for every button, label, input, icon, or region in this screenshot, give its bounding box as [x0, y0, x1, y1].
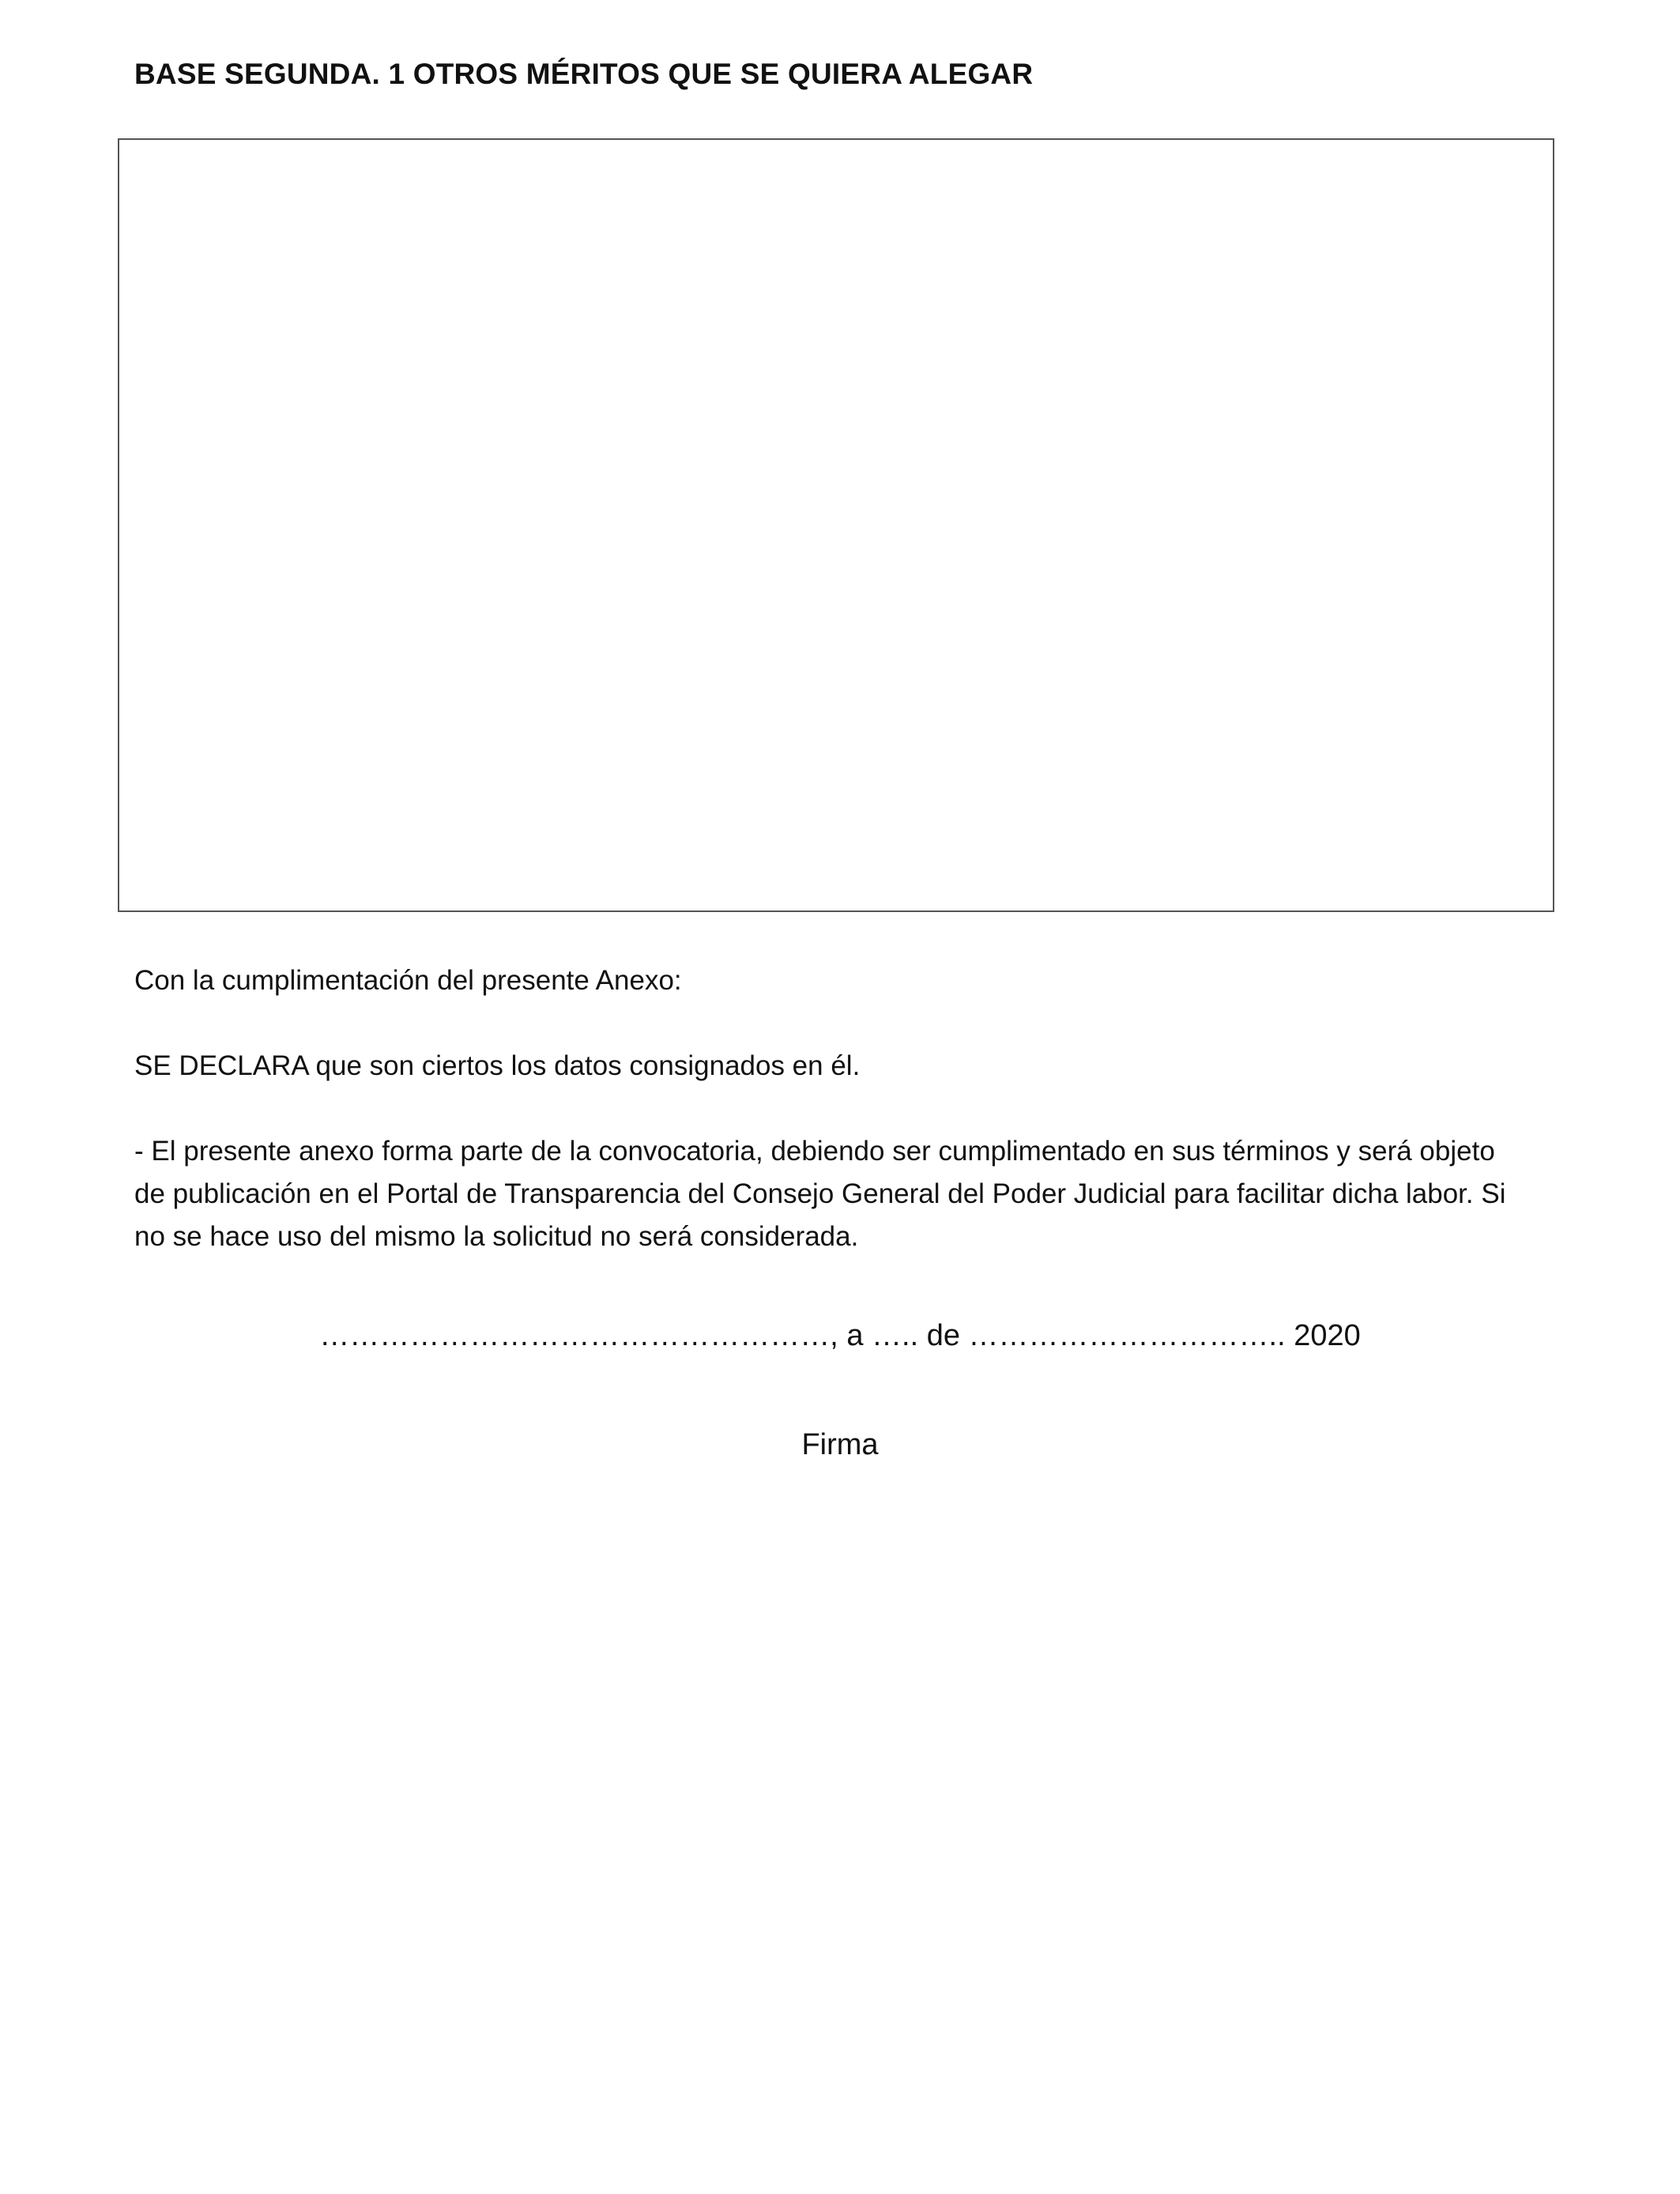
signature-label: Firma — [801, 1428, 879, 1461]
annex-note-line-1: - El presente anexo forma parte de la convocatoria, debiendo ser cumplimentado en sus términos y será objeto — [134, 1136, 1495, 1167]
declaration-text: SE DECLARA que son ciertos los datos consignados en él. — [134, 1050, 861, 1081]
merits-entry-box[interactable] — [118, 138, 1554, 912]
annex-note-line-2: de publicación en el Portal de Transparencia del Consejo General del Poder Judicial para facilitar dicha labor. Si — [134, 1178, 1506, 1209]
place-date-line[interactable]: ……………………………………………, a ….. de ………………………….. 2020 — [319, 1319, 1361, 1352]
annex-note-line-3: no se hace uso del mismo la solicitud no será considerada. — [134, 1221, 859, 1252]
page-title: BASE SEGUNDA. 1 OTROS MÉRITOS QUE SE QUIERA ALEGAR — [134, 58, 1034, 90]
annex-note — [134, 1130, 1505, 1258]
intro-text: Con la cumplimentación del presente Anexo: — [134, 965, 682, 996]
